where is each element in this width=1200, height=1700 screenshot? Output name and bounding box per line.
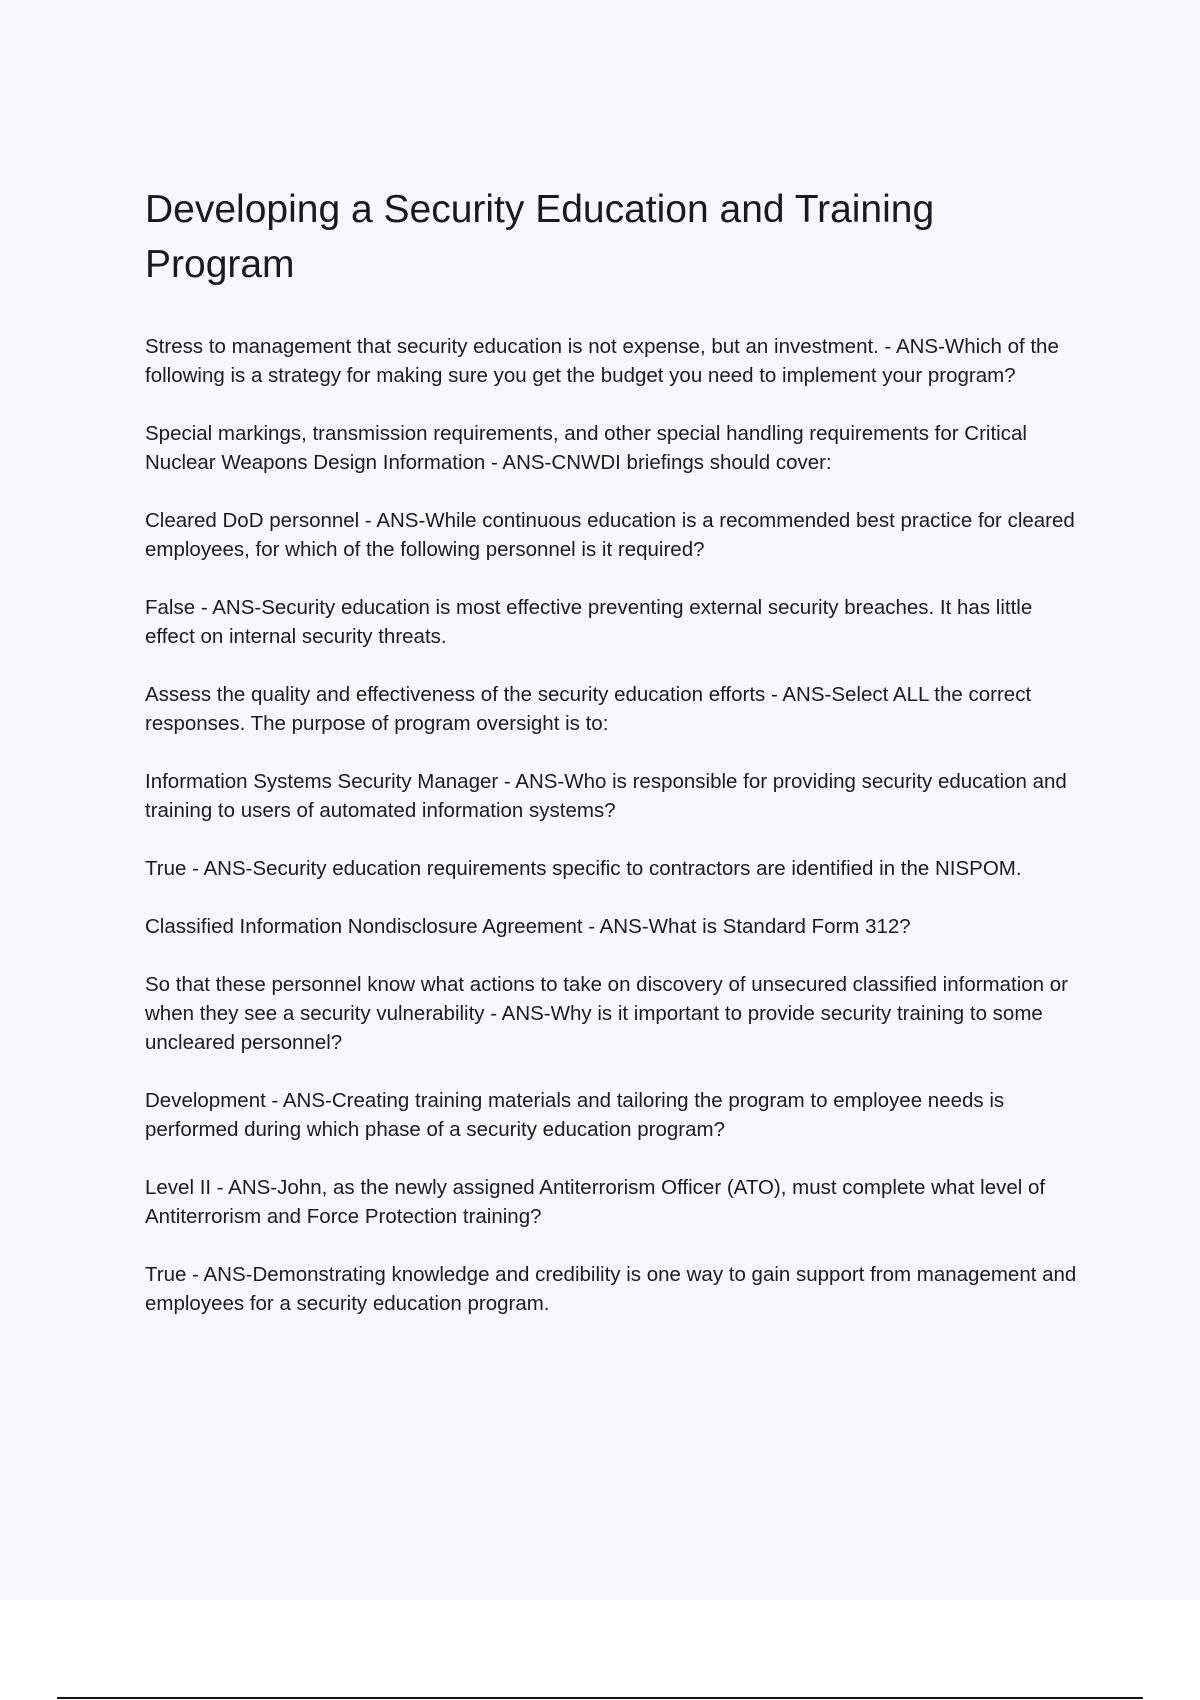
qa-item: Assess the quality and effectiveness of the security education efforts - ANS-Select ALL the correct responses. The purpose of program oversight is to: bbox=[145, 683, 1032, 735]
footer-divider bbox=[57, 1697, 1143, 1699]
qa-item: True - ANS-Security education requirements specific to contractors are identified in the NISPOM. bbox=[145, 857, 1022, 880]
qa-item: Information Systems Security Manager - ANS-Who is responsible for providing security education and training to users of automated information systems? bbox=[145, 770, 1067, 822]
qa-item: True - ANS-Demonstrating knowledge and credibility is one way to gain support from management and employees for a security education program. bbox=[145, 1263, 1077, 1315]
qa-item: Classified Information Nondisclosure Agreement - ANS-What is Standard Form 312? bbox=[145, 915, 911, 938]
qa-item: Cleared DoD personnel - ANS-While continuous education is a recommended best practice for cleared employees, for which of the following personnel is it required? bbox=[145, 509, 1075, 561]
document-title: Developing a Security Education and Training Program bbox=[145, 188, 935, 286]
qa-item: Level II - ANS-John, as the newly assigned Antiterrorism Officer (ATO), must complete what level of Antiterrorism and Force Protection training? bbox=[145, 1176, 1046, 1228]
qa-item: Special markings, transmission requirements, and other special handling requirements for Critical Nuclear Weapons Design Information - ANS-CNWDI briefings should cover: bbox=[145, 422, 1027, 474]
qa-list bbox=[145, 332, 1080, 1347]
qa-item: So that these personnel know what actions to take on discovery of unsecured classified information or when they see a security vulnerability - ANS-Why is it important to provide security training to some uncleared personnel? bbox=[145, 973, 1069, 1054]
qa-item: Stress to management that security education is not expense, but an investment. - ANS-Which of the following is a strategy for making sure you get the budget you need to implement your program? bbox=[145, 335, 1059, 387]
qa-item: Development - ANS-Creating training materials and tailoring the program to employee needs is performed during which phase of a security education program? bbox=[145, 1089, 1005, 1141]
qa-item: False - ANS-Security education is most effective preventing external security breaches. It has little effect on internal security threats. bbox=[145, 596, 1033, 648]
